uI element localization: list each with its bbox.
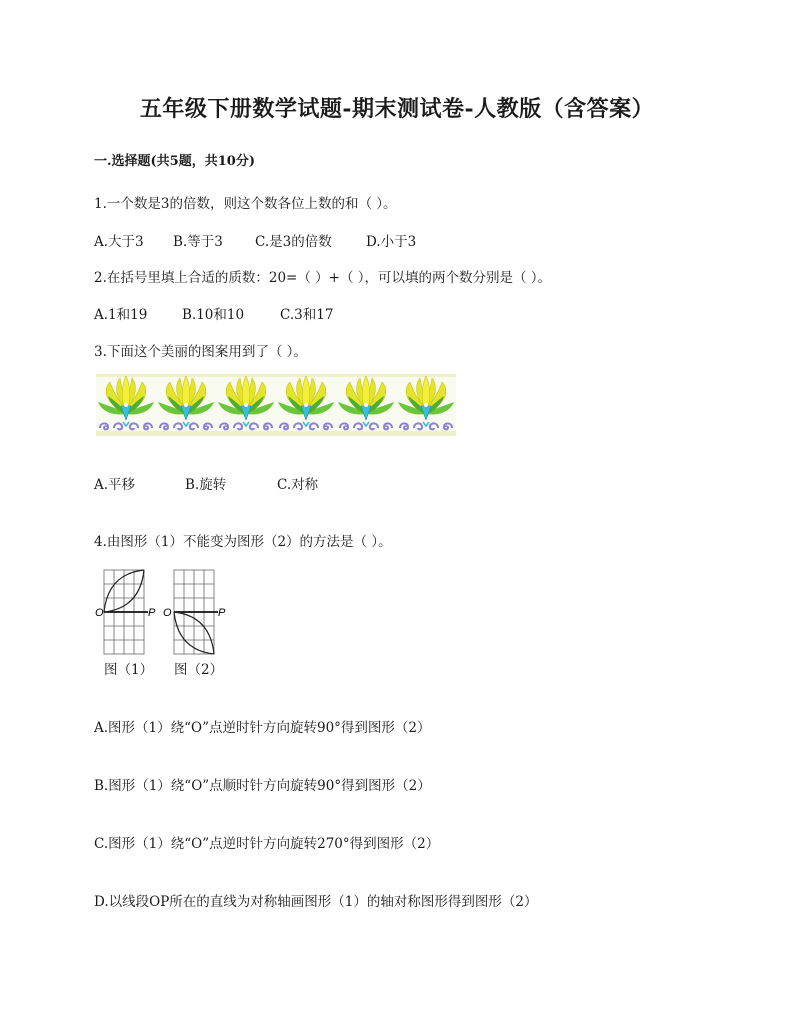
question-2-option-b: B.10和10 [182, 307, 245, 323]
point-p-label-1: P [148, 607, 156, 619]
point-o-label-2: O [163, 607, 172, 619]
question-3-option-c: C.对称 [277, 477, 319, 493]
question-3-stem: 3.下面这个美丽的图案用到了（ ）。 [94, 344, 307, 360]
figure-1-caption: 图（1） [104, 662, 154, 678]
question-2-option-c: C.3和17 [280, 307, 334, 323]
question-1-stem: 1.一个数是3的倍数，则这个数各位上数的和（ ）。 [94, 196, 397, 212]
flower-pattern-image [96, 374, 456, 436]
question-4-option-a: A.图形（1）绕“O”点逆时针方向旋转90°得到图形（2） [94, 720, 431, 736]
point-p-label-2: P [218, 607, 226, 619]
question-3-option-a: A.平移 [94, 477, 136, 493]
figure-2-caption: 图（2） [174, 662, 224, 678]
section-heading: 一.选择题(共5题，共10分) [94, 154, 255, 169]
question-2-option-a: A.1和19 [94, 307, 148, 323]
question-4-option-d: D.以线段OP所在的直线为对称轴画图形（1）的轴对称图形得到图形（2） [94, 894, 538, 910]
document-title: 五年级下册数学试题-期末测试卷-人教版（含答案） [139, 96, 655, 122]
question-2-stem: 2.在括号里填上合适的质数：20=（ ）+（ ），可以填的两个数分别是（ ）。 [94, 270, 552, 286]
question-1-option-d: D.小于3 [366, 234, 417, 250]
question-1-option-b: B.等于3 [173, 234, 223, 250]
question-1-option-a: A.大于3 [94, 234, 144, 250]
question-4-stem: 4.由图形（1）不能变为图形（2）的方法是（ ）。 [94, 534, 392, 550]
question-1-option-c: C.是3的倍数 [255, 234, 332, 250]
point-o-label-1: O [95, 607, 104, 619]
question-4-option-b: B.图形（1）绕“O”点顺时针方向旋转90°得到图形（2） [94, 778, 431, 794]
question-4-option-c: C.图形（1）绕“O”点逆时针方向旋转270°得到图形（2） [94, 836, 440, 852]
question-3-option-b: B.旋转 [185, 477, 227, 493]
flower-pattern-strip [96, 374, 456, 436]
